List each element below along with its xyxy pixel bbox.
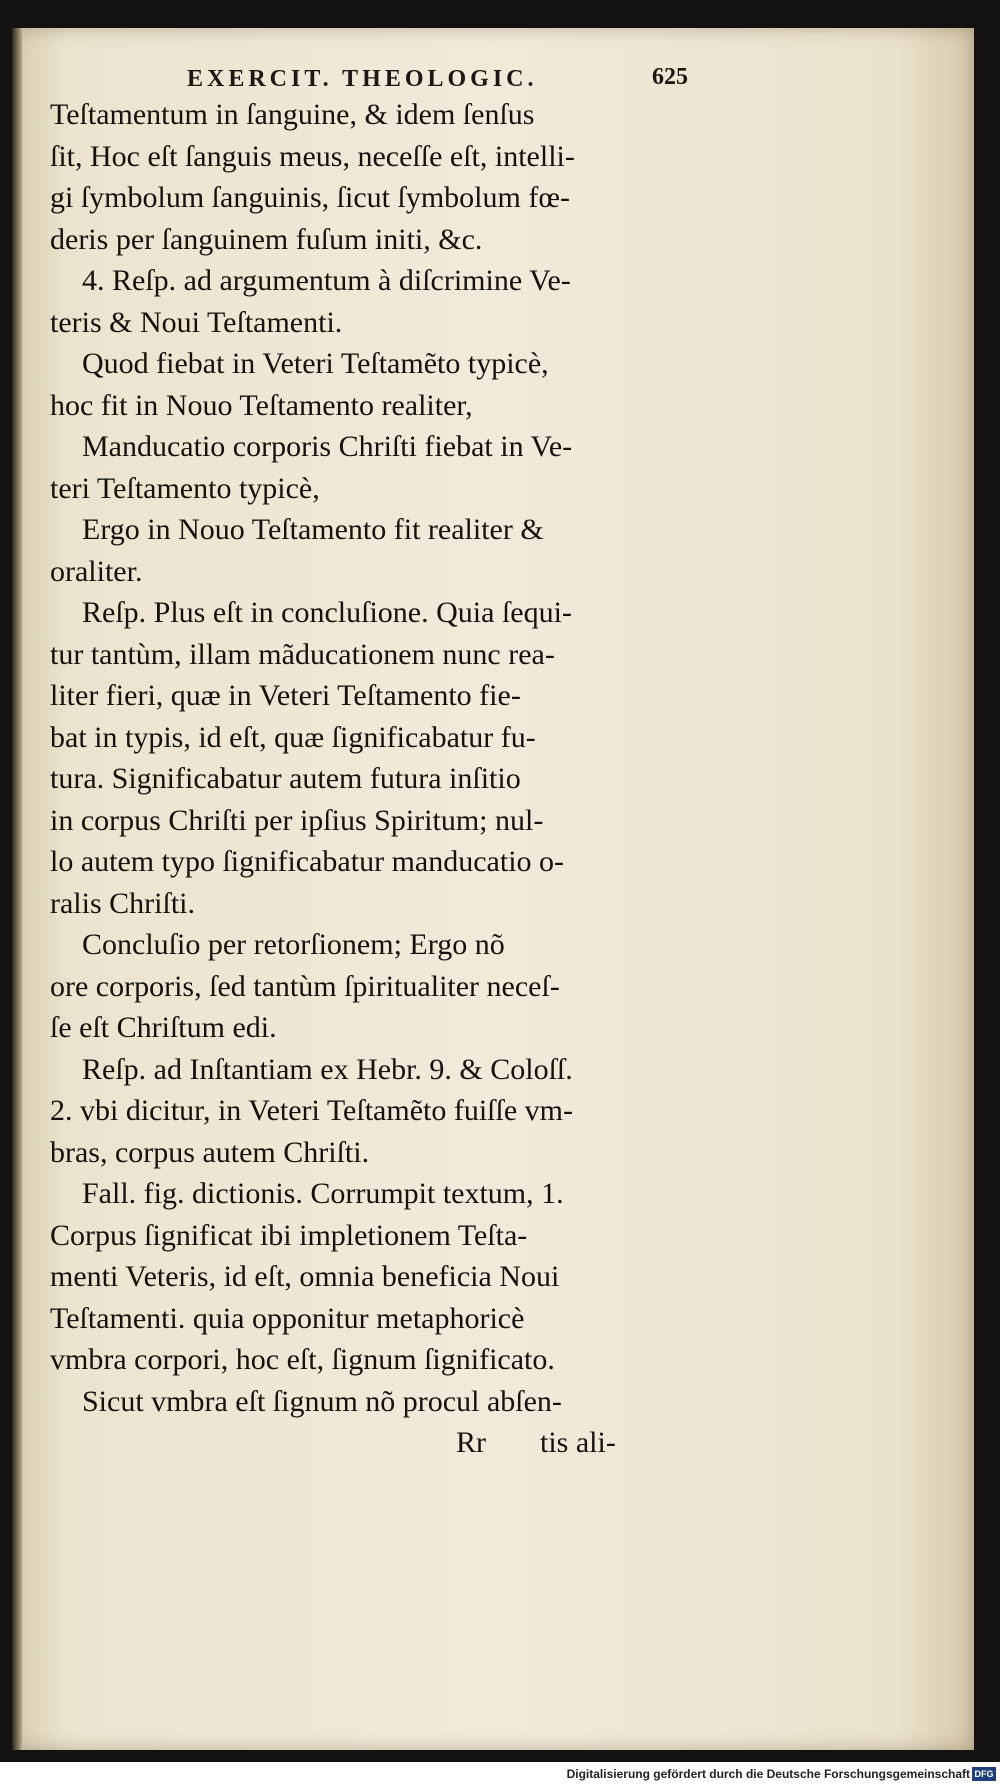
text-line: in corpus Chriſti per ipſius Spiritum; nul- xyxy=(50,803,544,837)
body-text xyxy=(50,94,710,1464)
signature-mark: Rr xyxy=(456,1426,486,1459)
text-line: teris & Noui Teſtamenti. xyxy=(50,305,343,339)
text-line: Concluſio per retorſionem; Ergo nõ xyxy=(82,928,505,961)
text-line: tur tantùm, illam mãducationem nunc rea- xyxy=(50,637,555,671)
text-line: Ergo in Nouo Teſtamento fit realiter & xyxy=(82,513,544,546)
catchword: tis ali- xyxy=(540,1426,616,1459)
text-line: Reſp. ad Inſtantiam ex Hebr. 9. & Coloſſ. xyxy=(82,1052,573,1086)
text-line: ſit, Hoc eſt ſanguis meus, neceſſe eſt, intelli- xyxy=(50,139,575,173)
page-number: 625 xyxy=(652,64,688,90)
text-line: lo autem typo ſignificabatur manducatio o- xyxy=(50,845,565,878)
text-line: ſe eſt Chriſtum edi. xyxy=(50,1011,277,1044)
text-line: Teſtamentum in ſanguine, & idem ſenſus xyxy=(50,98,535,131)
text-line: liter fieri, quæ in Veteri Teſtamento fie- xyxy=(50,679,521,712)
text-line: Quod fiebat in Veteri Teſtamẽto typicè, xyxy=(82,347,549,380)
page-binding-edge xyxy=(12,28,22,1750)
text-line: 2. vbi dicitur, in Veteri Teſtamẽto fuiſſe vm- xyxy=(50,1094,573,1127)
text-line: bat in typis, id eſt, quæ ſignificabatur fu- xyxy=(50,720,536,754)
text-line: menti Veteris, id eſt, omnia beneficia Noui xyxy=(50,1260,560,1293)
text-line: bras, corpus autem Chriſti. xyxy=(50,1135,370,1169)
text-line: teri Teſtamento typicè, xyxy=(50,471,320,505)
book-page xyxy=(12,28,974,1750)
text-line: Corpus ſignificat ibi impletionem Teſta- xyxy=(50,1218,528,1252)
text-line: ralis Chriſti. xyxy=(50,886,195,920)
text-line: tura. Significabatur autem futura inſitio xyxy=(50,762,521,795)
funding-credit: Digitalisierung gefördert durch die Deutsche Forschungsgemeinschaft xyxy=(566,1767,970,1781)
text-line: vmbra corpori, hoc eſt, ſignum ſignificato. xyxy=(50,1343,555,1376)
text-line: gi ſymbolum ſanguinis, ſicut ſymbolum fœ- xyxy=(50,181,570,214)
text-line: Sicut vmbra eſt ſignum nõ procul abſen- xyxy=(82,1384,562,1418)
text-line: hoc fit in Nouo Teſtamento realiter, xyxy=(50,388,473,422)
text-line: Reſp. Plus eſt in concluſione. Quia ſequi- xyxy=(82,596,572,629)
text-line: 4. Reſp. ad argumentum à diſcrimine Ve- xyxy=(82,264,571,297)
text-line: oraliter. xyxy=(50,554,143,588)
text-line: Teſtamenti. quia opponitur metaphoricè xyxy=(50,1301,525,1335)
text-line: Manducatio corporis Chriſti fiebat in Ve- xyxy=(82,430,573,463)
catchword-row xyxy=(50,1422,710,1464)
running-head: EXERCIT. THEOLOGIC. xyxy=(187,66,538,92)
digitization-footer xyxy=(0,1762,1000,1788)
text-line: deris per ſanguinem fuſum initi, &c. xyxy=(50,222,483,256)
text-line: ore corporis, ſed tantùm ſpiritualiter neceſ- xyxy=(50,969,560,1003)
text-line: Fall. fig. dictionis. Corrumpit textum, 1. xyxy=(82,1177,564,1210)
dfg-logo-icon: DFG xyxy=(972,1767,996,1781)
